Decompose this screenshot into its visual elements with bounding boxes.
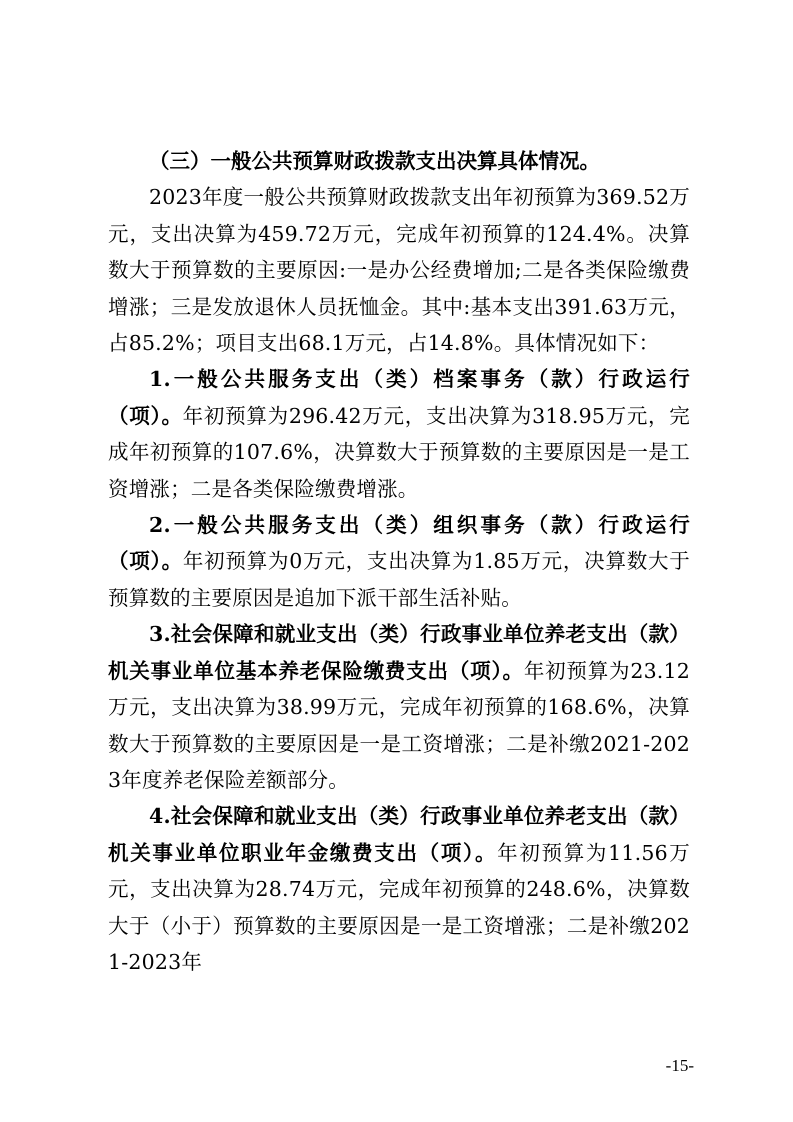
item-title-2: 2.一般公共服务支出（类）组织事务（款）行政运行（项）。 bbox=[108, 513, 690, 574]
item-paragraph-1 bbox=[108, 361, 690, 507]
item-body-4: 年初预算为11.56万元，支出决算为28.74万元，完成年初预算的248.6%，决算数大于（小于）预算数的主要原因是一是工资增涨；二是补缴2021-2023年 bbox=[108, 840, 690, 974]
item-paragraph-3 bbox=[108, 616, 690, 798]
item-body-2: 年初预算为0万元，支出决算为1.85万元，决算数大于预算数的主要原因是追加下派干部生活补贴。 bbox=[108, 549, 690, 610]
section-heading: （三）一般公共预算财政拨款支出决算具体情况。 bbox=[149, 149, 600, 173]
item-body-1: 年初预算为296.42万元，支出决算为318.95万元，完成年初预算的107.6%，决算数大于预算数的主要原因是一是工资增涨；二是各类保险缴费增涨。 bbox=[108, 403, 690, 501]
intro-paragraph: 2023年度一般公共预算财政拨款支出年初预算为369.52万元，支出决算为459.72万元，完成年初预算的124.4%。决算数大于预算数的主要原因:一是办公经费增加;二是各类保险缴费增涨；三是发放退休人员抚恤金。其中:基本支出391.63万元，占85.2%；项目支出68.1万元，占14.8%。具体情况如下： bbox=[108, 185, 690, 356]
item-title-3: 3.社会保障和就业支出（类）行政事业单位养老支出（款）机关事业单位基本养老保险缴费支出（项）。 bbox=[108, 622, 690, 683]
item-title-4: 4.社会保障和就业支出（类）行政事业单位养老支出（款）机关事业单位职业年金缴费支出（项）。 bbox=[108, 804, 690, 865]
item-paragraph-2 bbox=[108, 507, 690, 616]
item-title-1: 1.一般公共服务支出（类）档案事务（款）行政运行（项）。 bbox=[108, 367, 690, 428]
document-body bbox=[108, 143, 690, 980]
item-paragraph-4 bbox=[108, 798, 690, 980]
item-body-3: 年初预算为23.12万元，支出决算为38.99万元，完成年初预算的168.6%，决算数大于预算数的主要原因是一是工资增涨；二是补缴2021-2023年度养老保险差额部分。 bbox=[108, 658, 691, 792]
page-number: -15- bbox=[665, 1056, 694, 1075]
